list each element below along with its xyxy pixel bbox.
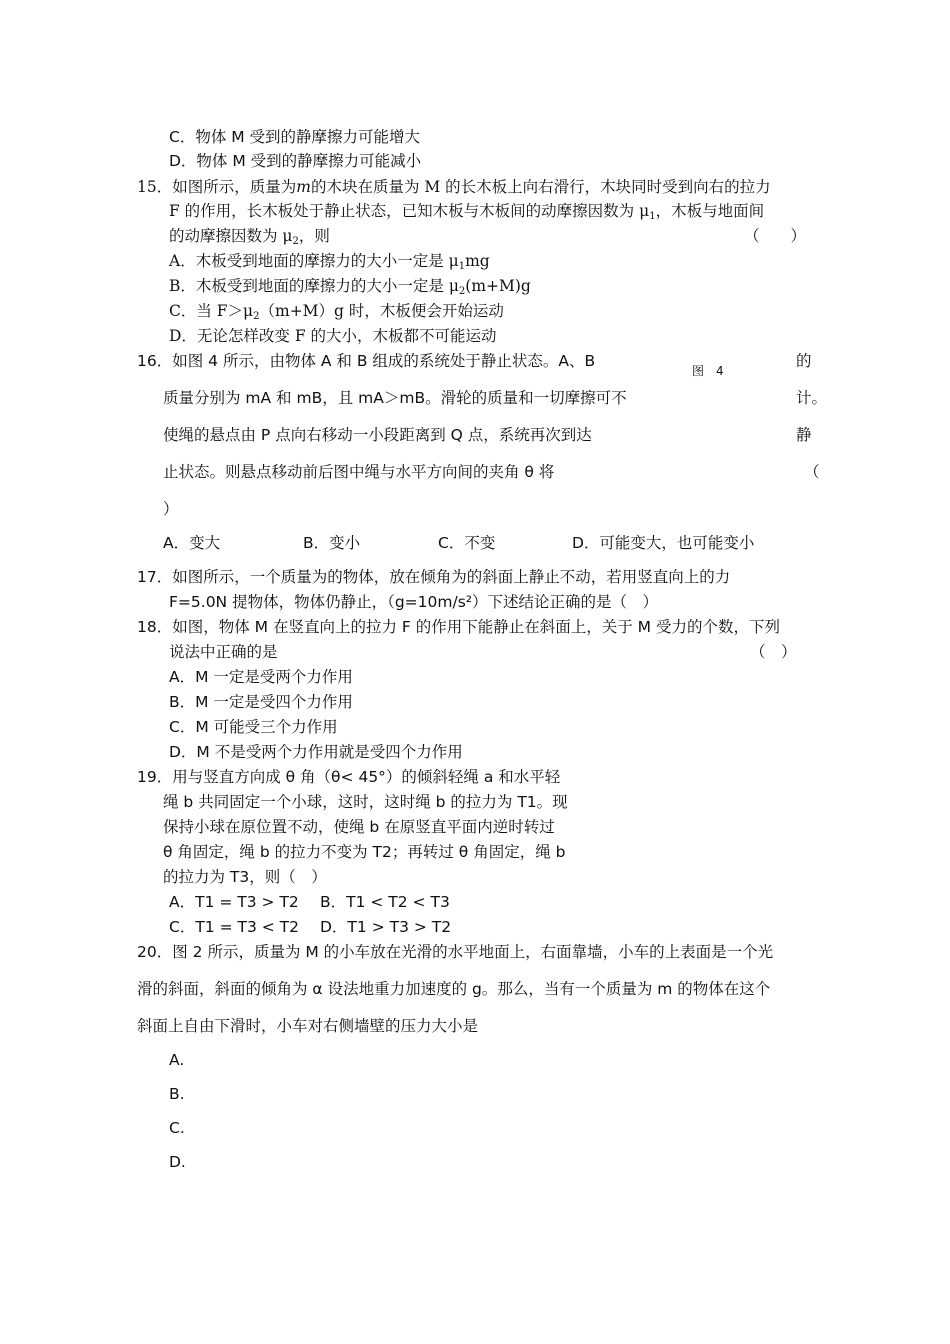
q18-option-c: C．M 可能受三个力作用 <box>169 718 338 736</box>
q16-line2-right: 计。 <box>796 389 828 407</box>
q19-option-c: C．T1 = T3 < T2 <box>169 918 299 936</box>
q19-option-d: D．T1 > T3 > T2 <box>320 918 452 936</box>
q19-line5: 的拉力为 T3，则（ ） <box>163 868 327 886</box>
q16-line1-right: 的 <box>796 352 812 370</box>
q16-line3-right: 静 <box>796 426 812 444</box>
q15-answer-bracket: （ ） <box>744 227 807 245</box>
q16-option-c: C．不变 <box>438 534 496 552</box>
q20-line2: 滑的斜面，斜面的倾角为 α 设法地重力加速度的 g。那么，当有一个质量为 m 的物体在这个 <box>137 980 771 998</box>
q16-line2: 质量分别为 mA 和 mB，且 mA＞mB。滑轮的质量和一切摩擦可不 <box>163 389 627 407</box>
q20-option-c: C. <box>169 1119 185 1137</box>
q16-line4: 止状态。则悬点移动前后图中绳与水平方向间的夹角 θ 将 <box>163 463 555 481</box>
q19-line1: 19．用与竖直方向成 θ 角（θ< 45°）的倾斜轻绳 a 和水平轻 <box>137 768 561 786</box>
q18-option-b: B．M 一定是受四个力作用 <box>169 693 353 711</box>
q18-option-d: D．M 不是受两个力作用就是受四个力作用 <box>169 743 463 761</box>
q16-option-b: B．变小 <box>303 534 361 552</box>
q16-line4-right: （ <box>804 463 820 481</box>
q17-line1: 17．如图所示，一个质量为的物体，放在倾角为的斜面上静止不动，若用竖直向上的力 <box>137 568 731 586</box>
q15-option-c: C．当 $F>\mu_2(m+M)g$ 时，木板便会开始运动 <box>169 302 504 322</box>
q18-option-a: A．M 一定是受两个力作用 <box>169 668 353 686</box>
q16-option-d: D．可能变大，也可能变小 <box>572 534 755 552</box>
q14-option-c: C．物体 M 受到的静摩擦力可能增大 <box>169 128 421 146</box>
q15-option-d: D．无论怎样改变 F 的大小，木板都不可能运动 <box>169 327 497 345</box>
q16-figure-label: 图 4 <box>692 364 724 378</box>
q17-line2: F=5.0N 提物体，物体仍静止，（g=10m/s²）下述结论正确的是（ ） <box>169 593 658 611</box>
q20-line1: 20．图 2 所示，质量为 M 的小车放在光滑的水平地面上，右面靠墙，小车的上表面是一个光 <box>137 943 774 961</box>
q16-option-a: A．变大 <box>163 534 221 552</box>
q16-line3: 使绳的悬点由 P 点向右移动一小段距离到 Q 点，系统再次到达 <box>163 426 592 444</box>
q14-option-d: D．物体 M 受到的静摩擦力可能减小 <box>169 152 422 170</box>
q16-line5: ） <box>163 500 179 518</box>
q20-option-a: A. <box>169 1051 185 1069</box>
q20-option-b: B. <box>169 1085 185 1103</box>
q15-option-b: B．木板受到地面的摩擦力的大小一定是 $\mu_2(m+M)g$ <box>169 277 531 297</box>
q20-option-d: D. <box>169 1153 186 1171</box>
q18-line1: 18．如图，物体 M 在竖直向上的拉力 F 的作用下能静止在斜面上，关于 M 受力的个数，下列 <box>137 618 780 636</box>
q16-line1: 16．如图 4 所示，由物体 A 和 B 组成的系统处于静止状态。A、B <box>137 352 596 370</box>
q19-line4: θ 角固定，绳 b 的拉力不变为 T2；再转过 θ 角固定，绳 b <box>163 843 566 861</box>
q19-option-b: B．T1 < T2 < T3 <box>320 893 450 911</box>
q18-line2: 说法中正确的是 <box>169 643 278 661</box>
q15-line3: 的动摩擦因数为 $\mu_2$，则 <box>169 227 330 247</box>
q19-line2: 绳 b 共同固定一个小球，这时，这时绳 b 的拉力为 T1。现 <box>163 793 568 811</box>
q20-line3: 斜面上自由下滑时，小车对右侧墙壁的压力大小是 <box>137 1017 479 1035</box>
q19-line3: 保持小球在原位置不动，使绳 b 在原竖直平面内逆时转过 <box>163 818 555 836</box>
q19-option-a: A．T1 = T3 > T2 <box>169 893 299 911</box>
q18-answer-bracket: （ ） <box>750 643 797 661</box>
q15-line1: 15．如图所示，质量为m的木块在质量为 M 的长木板上向右滑行，木块同时受到向右的拉力 <box>137 178 771 196</box>
q15-line2: F 的作用，长木板处于静止状态，已知木板与木板间的动摩擦因数为 $\mu_1$，木板与地面间 <box>169 202 765 222</box>
q15-option-a: A．木板受到地面的摩擦力的大小一定是 $\mu_1mg$ <box>169 252 490 272</box>
